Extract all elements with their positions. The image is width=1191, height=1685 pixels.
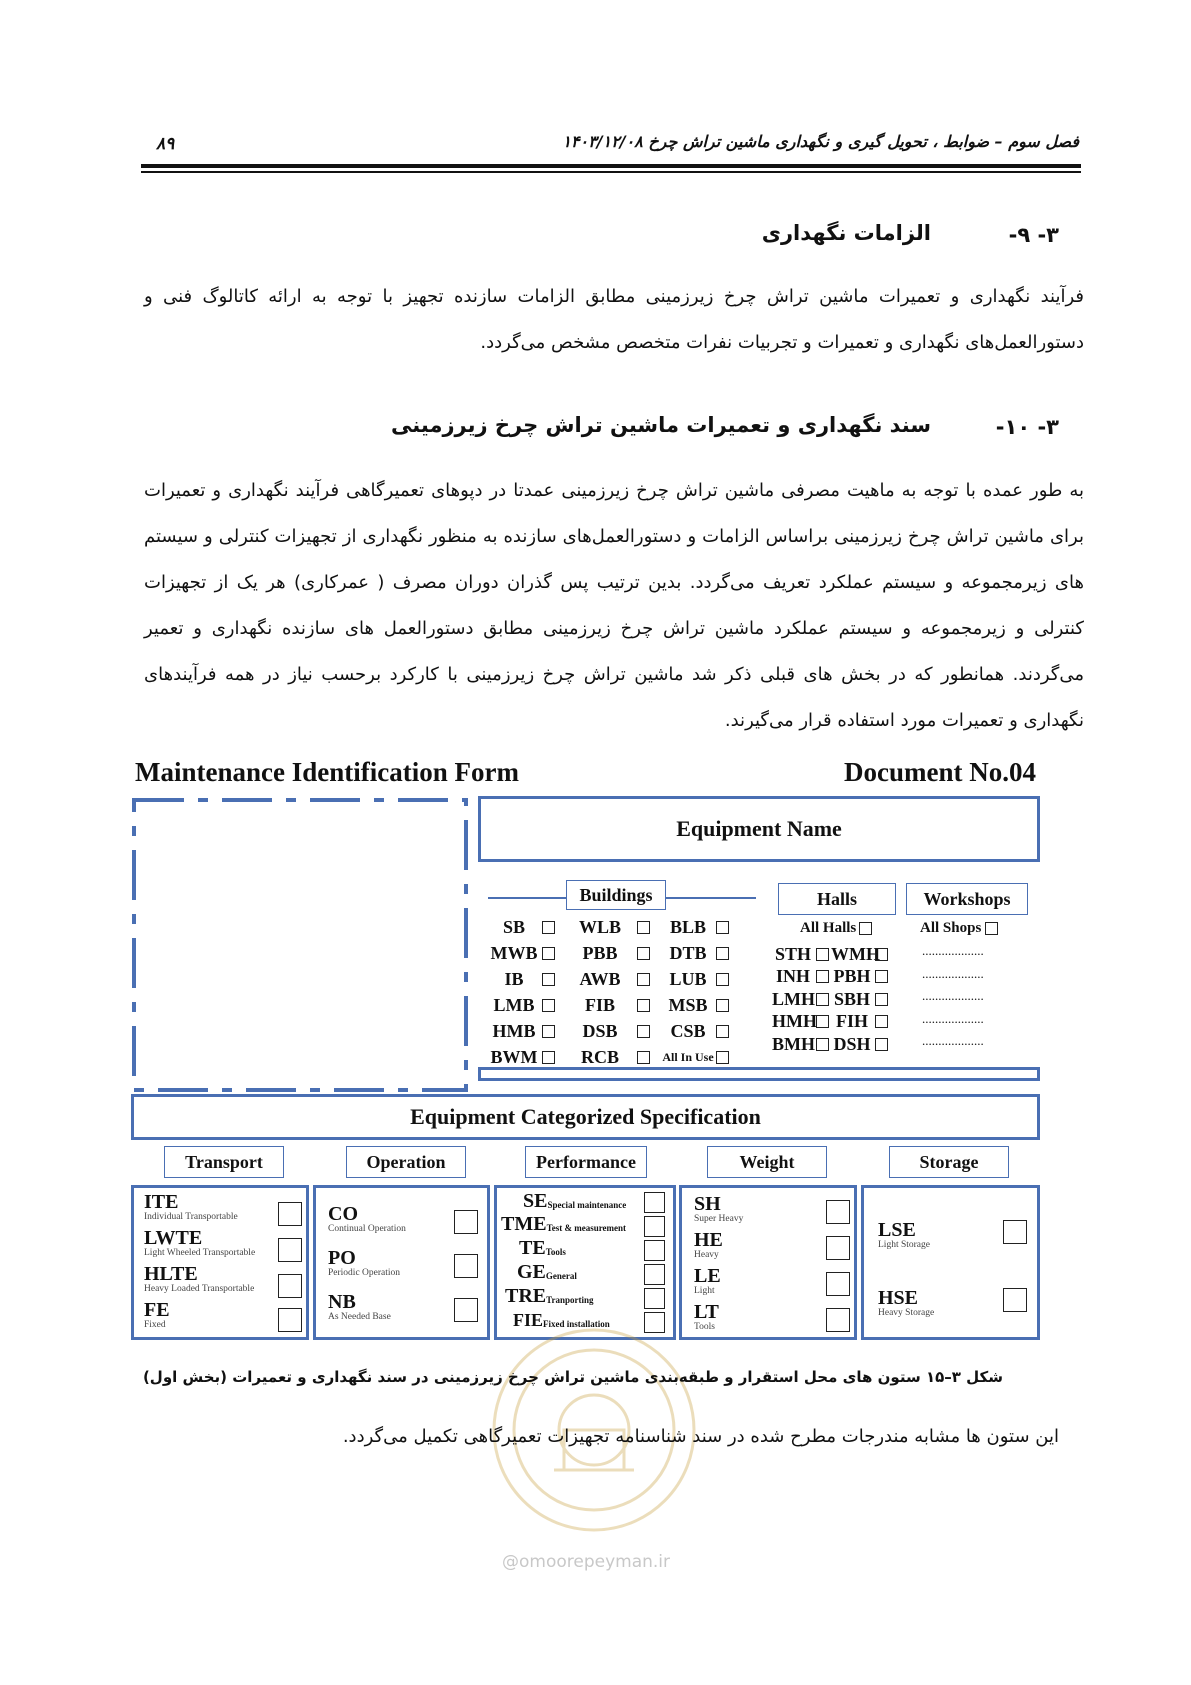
item-code: HLTE [144, 1263, 198, 1285]
category-item [144, 1228, 255, 1258]
item-desc: Light Storage [878, 1240, 930, 1250]
category-label-performance: Performance [525, 1146, 647, 1178]
item-desc: Light [694, 1286, 715, 1296]
section-number-10: ۳- ۱۰- [995, 415, 1059, 439]
category-item [328, 1248, 400, 1278]
checkbox[interactable] [454, 1254, 478, 1278]
checkbox[interactable] [826, 1200, 850, 1224]
checkbox[interactable] [875, 1038, 888, 1051]
checkbox[interactable] [816, 948, 829, 961]
category-item [519, 1238, 566, 1258]
hall-code: FIH [835, 1011, 868, 1032]
transport-panel [131, 1185, 309, 1340]
category-item [505, 1286, 593, 1306]
checkbox[interactable] [644, 1240, 665, 1261]
category-label-transport: Transport [164, 1146, 284, 1178]
section-number-9: ۳- ۹- [1008, 223, 1059, 247]
checkbox[interactable] [716, 999, 729, 1012]
building-code: PBB [582, 942, 618, 963]
item-desc: Heavy Loaded Transportable [144, 1284, 255, 1294]
item-desc: Tools [694, 1322, 715, 1332]
dotted-line: ................... [922, 1010, 984, 1026]
item-code: PO [328, 1247, 356, 1269]
hall-code: SBH [833, 988, 871, 1009]
header-rule-thick [141, 164, 1081, 168]
hall-code: DSH [833, 1033, 871, 1054]
categorized-spec-bar: Equipment Categorized Specification [131, 1094, 1040, 1140]
building-code: HMB [492, 1020, 536, 1041]
category-label-storage: Storage [889, 1146, 1009, 1178]
checkbox[interactable] [816, 970, 829, 983]
item-code: LWTE [144, 1227, 203, 1249]
checkbox[interactable] [278, 1274, 302, 1298]
category-item [501, 1214, 626, 1234]
item-code: SE [523, 1190, 548, 1212]
figure-caption: شکل ۳–۱۵ ستون های محل استقرار و طبقه‌بندی ماشین تراش چرخ زیرزمینی در سند نگهداری و تعمیرات (بخش اول) [142, 1368, 1003, 1386]
dotted-line: ................... [922, 965, 984, 981]
checkbox[interactable] [875, 948, 888, 961]
checkbox[interactable] [716, 1051, 729, 1064]
equipment-name-box: Equipment Name [478, 796, 1040, 862]
checkbox[interactable] [637, 973, 650, 986]
building-code: DTB [669, 942, 707, 963]
item-desc: Light Wheeled Transportable [144, 1248, 256, 1258]
building-code: BLB [669, 916, 707, 937]
building-code: LUB [669, 968, 707, 989]
item-code: TE [519, 1237, 546, 1259]
item-code: CO [328, 1203, 358, 1225]
hall-code: HMH [772, 1011, 817, 1032]
item-code: LT [694, 1301, 719, 1323]
performance-panel [494, 1185, 676, 1340]
item-code: TRE [505, 1285, 547, 1307]
checkbox[interactable] [875, 993, 888, 1006]
item-desc: Tranporting [546, 1295, 594, 1305]
category-item [694, 1194, 743, 1224]
checkbox[interactable] [542, 921, 555, 934]
buildings-grid [486, 914, 764, 1070]
dotted-line: ................... [922, 988, 984, 1003]
equipment-bottom-bar [478, 1067, 1040, 1081]
photo-placeholder-box [132, 798, 468, 1092]
checkbox[interactable] [637, 921, 650, 934]
checkbox[interactable] [644, 1216, 665, 1237]
section-title-10: سند نگهداری و تعمیرات ماشین تراش چرخ زیرزمینی [391, 413, 931, 437]
paragraph-1: فرآیند نگهداری و تعمیرات ماشین تراش چرخ زیرزمینی مطابق الزامات سازنده تجهیز با توجه به ارائه کاتالوگ فنی و دستورالعمل‌های نگهداری و تعمیرات و تجربیات نفرات متخصص مشخص می‌گردد. [144, 286, 1084, 353]
item-desc: Super Heavy [694, 1214, 744, 1224]
item-desc: Special maintenance [547, 1200, 627, 1210]
hall-code: PBH [833, 966, 871, 987]
category-item [694, 1266, 721, 1296]
paragraph-2: به طور عمده با توجه به ماهیت مصرفی ماشین تراش چرخ زیرزمینی عمدتا در دپوهای تعمیرگاهی فرآیند نگهداری و تعمیرات برای ماشین تراش چرخ زیرزمینی براساس الزامات و دستورالعمل‌های سازنده به منظور نگهداری از تجهیزات کنترلی و سیستم های زیرمجموعه و سیستم عملکرد تعریف می‌گردد. بدین ترتیب پس گذران دوران مصرف ( عمرکاری) هر یک از تجهیزات کنترلی و زیرمجموعه و سیستم عملکرد ماشین تراش چرخ زیرزمینی مطابق دستورالعمل های سازنده نگهداری و تعمیر می‌گردند. همانطور که در بخش های قبلی ذکر شد ماشین تراش چرخ زیرزمینی با کارکرد برحسب نیاز در همه فرآیندهای نگهداری و تعمیرات مورد استفاده قرار می‌گیرند. [144, 480, 1084, 731]
checkbox[interactable] [542, 1025, 555, 1038]
item-code: FIE [513, 1310, 544, 1330]
item-code: HE [694, 1229, 723, 1251]
building-code: CSB [670, 1020, 706, 1041]
checkbox[interactable] [278, 1308, 302, 1332]
category-item [144, 1300, 170, 1330]
item-code: GE [517, 1261, 546, 1283]
all-halls-label: All Halls [800, 919, 857, 936]
category-item [878, 1220, 930, 1250]
checkbox[interactable] [637, 1025, 650, 1038]
item-desc: Tools [545, 1247, 566, 1257]
item-desc: Test & measurement [546, 1223, 627, 1233]
checkbox[interactable] [542, 947, 555, 960]
checkbox[interactable] [644, 1192, 665, 1213]
item-desc: Heavy [694, 1250, 719, 1260]
halls-label: Halls [778, 883, 896, 915]
checkbox[interactable] [859, 922, 872, 935]
checkbox[interactable] [278, 1238, 302, 1262]
all-halls-row [800, 917, 872, 939]
checkbox[interactable] [826, 1272, 850, 1296]
form-title: Maintenance Identification Form [135, 757, 519, 787]
checkbox[interactable] [816, 1038, 829, 1051]
checkbox[interactable] [716, 921, 729, 934]
item-code: FE [144, 1299, 170, 1321]
category-item [694, 1230, 723, 1260]
checkbox[interactable] [644, 1288, 665, 1309]
checkbox[interactable] [637, 999, 650, 1012]
checkbox[interactable] [644, 1264, 665, 1285]
building-code: DSB [582, 1020, 618, 1041]
item-desc: Individual Transportable [144, 1212, 238, 1222]
building-code: All In Use [662, 1049, 714, 1064]
item-code: HSE [878, 1287, 919, 1309]
item-desc: As Needed Base [328, 1312, 391, 1322]
building-code: WLB [578, 916, 621, 937]
building-code: LMB [493, 994, 535, 1015]
building-code: RCB [580, 1046, 619, 1067]
item-code: LE [694, 1265, 721, 1287]
building-code: SB [502, 916, 526, 937]
header-rule-thin [141, 171, 1081, 173]
checkbox[interactable] [816, 993, 829, 1006]
item-desc: Periodic Operation [328, 1268, 401, 1278]
item-desc: Fixed [144, 1320, 166, 1330]
closing-paragraph: این ستون ها مشابه مندرجات مطرح شده در سند شناسنامه تجهیزات تعمیرگاهی تکمیل می‌گردد. [342, 1426, 1059, 1447]
category-item [328, 1292, 391, 1322]
category-item [328, 1204, 406, 1234]
checkbox[interactable] [454, 1210, 478, 1234]
category-item [523, 1191, 626, 1211]
checkbox[interactable] [826, 1236, 850, 1260]
storage-panel [861, 1185, 1040, 1340]
checkbox[interactable] [875, 1015, 888, 1028]
hall-code: LMH [772, 988, 815, 1009]
checkbox[interactable] [875, 970, 888, 983]
workshops-dots [922, 943, 984, 1056]
dotted-line: ................... [922, 1033, 984, 1048]
building-code: AWB [579, 968, 621, 989]
dotted-line: ................... [922, 943, 984, 958]
checkbox[interactable] [278, 1202, 302, 1226]
item-desc: General [545, 1271, 577, 1281]
checkbox[interactable] [1003, 1220, 1027, 1244]
category-item [144, 1192, 238, 1222]
weight-panel [679, 1185, 857, 1340]
page-number: ۸۹ [156, 134, 175, 154]
checkbox[interactable] [542, 999, 555, 1012]
checkbox[interactable] [637, 947, 650, 960]
item-code: NB [328, 1291, 356, 1313]
document-number: Document No.04 [844, 757, 1036, 787]
building-code: FIB [584, 994, 615, 1015]
checkbox[interactable] [816, 1015, 829, 1028]
checkbox[interactable] [542, 1051, 555, 1064]
item-code: TME [501, 1213, 547, 1235]
section-title-9: الزامات نگهداری [761, 221, 931, 245]
category-label-weight: Weight [707, 1146, 827, 1178]
building-code: MWB [490, 942, 538, 963]
category-item [878, 1288, 934, 1318]
all-shops-row [920, 917, 998, 939]
category-item [517, 1262, 577, 1282]
item-desc: Continual Operation [328, 1224, 406, 1234]
item-code: ITE [144, 1191, 179, 1213]
checkbox[interactable] [985, 922, 998, 935]
checkbox[interactable] [454, 1298, 478, 1322]
workshops-label: Workshops [906, 883, 1028, 915]
building-code: IB [504, 968, 524, 989]
building-code: BWM [490, 1046, 538, 1067]
checkbox[interactable] [716, 1025, 729, 1038]
category-label-operation: Operation [346, 1146, 466, 1178]
category-item [144, 1264, 254, 1294]
checkbox[interactable] [1003, 1288, 1027, 1312]
building-code: MSB [668, 994, 708, 1015]
hall-code: STH [774, 943, 812, 964]
checkbox[interactable] [826, 1308, 850, 1332]
buildings-label: Buildings [566, 880, 666, 910]
item-code: SH [694, 1193, 721, 1215]
checkbox[interactable] [542, 973, 555, 986]
watermark-url: @omoorepeyman.ir [502, 1552, 671, 1572]
hall-code: INH [775, 966, 810, 987]
item-desc: Fixed installation [543, 1319, 610, 1329]
hall-code: WMH [831, 943, 880, 964]
hall-code: BMH [772, 1033, 815, 1054]
checkbox[interactable] [716, 973, 729, 986]
all-shops-label: All Shops [920, 919, 982, 936]
item-code: LSE [878, 1219, 916, 1241]
operation-panel [313, 1185, 490, 1340]
checkbox[interactable] [716, 947, 729, 960]
halls-grid [772, 943, 904, 1056]
item-desc: Heavy Storage [878, 1308, 935, 1318]
running-header: فصل سوم – ضوابط ، تحویل گیری و نگهداری ماشین تراش چرخ ۱۴۰۳/۱۲/۰۸ [562, 132, 1079, 151]
checkbox[interactable] [637, 1051, 650, 1064]
